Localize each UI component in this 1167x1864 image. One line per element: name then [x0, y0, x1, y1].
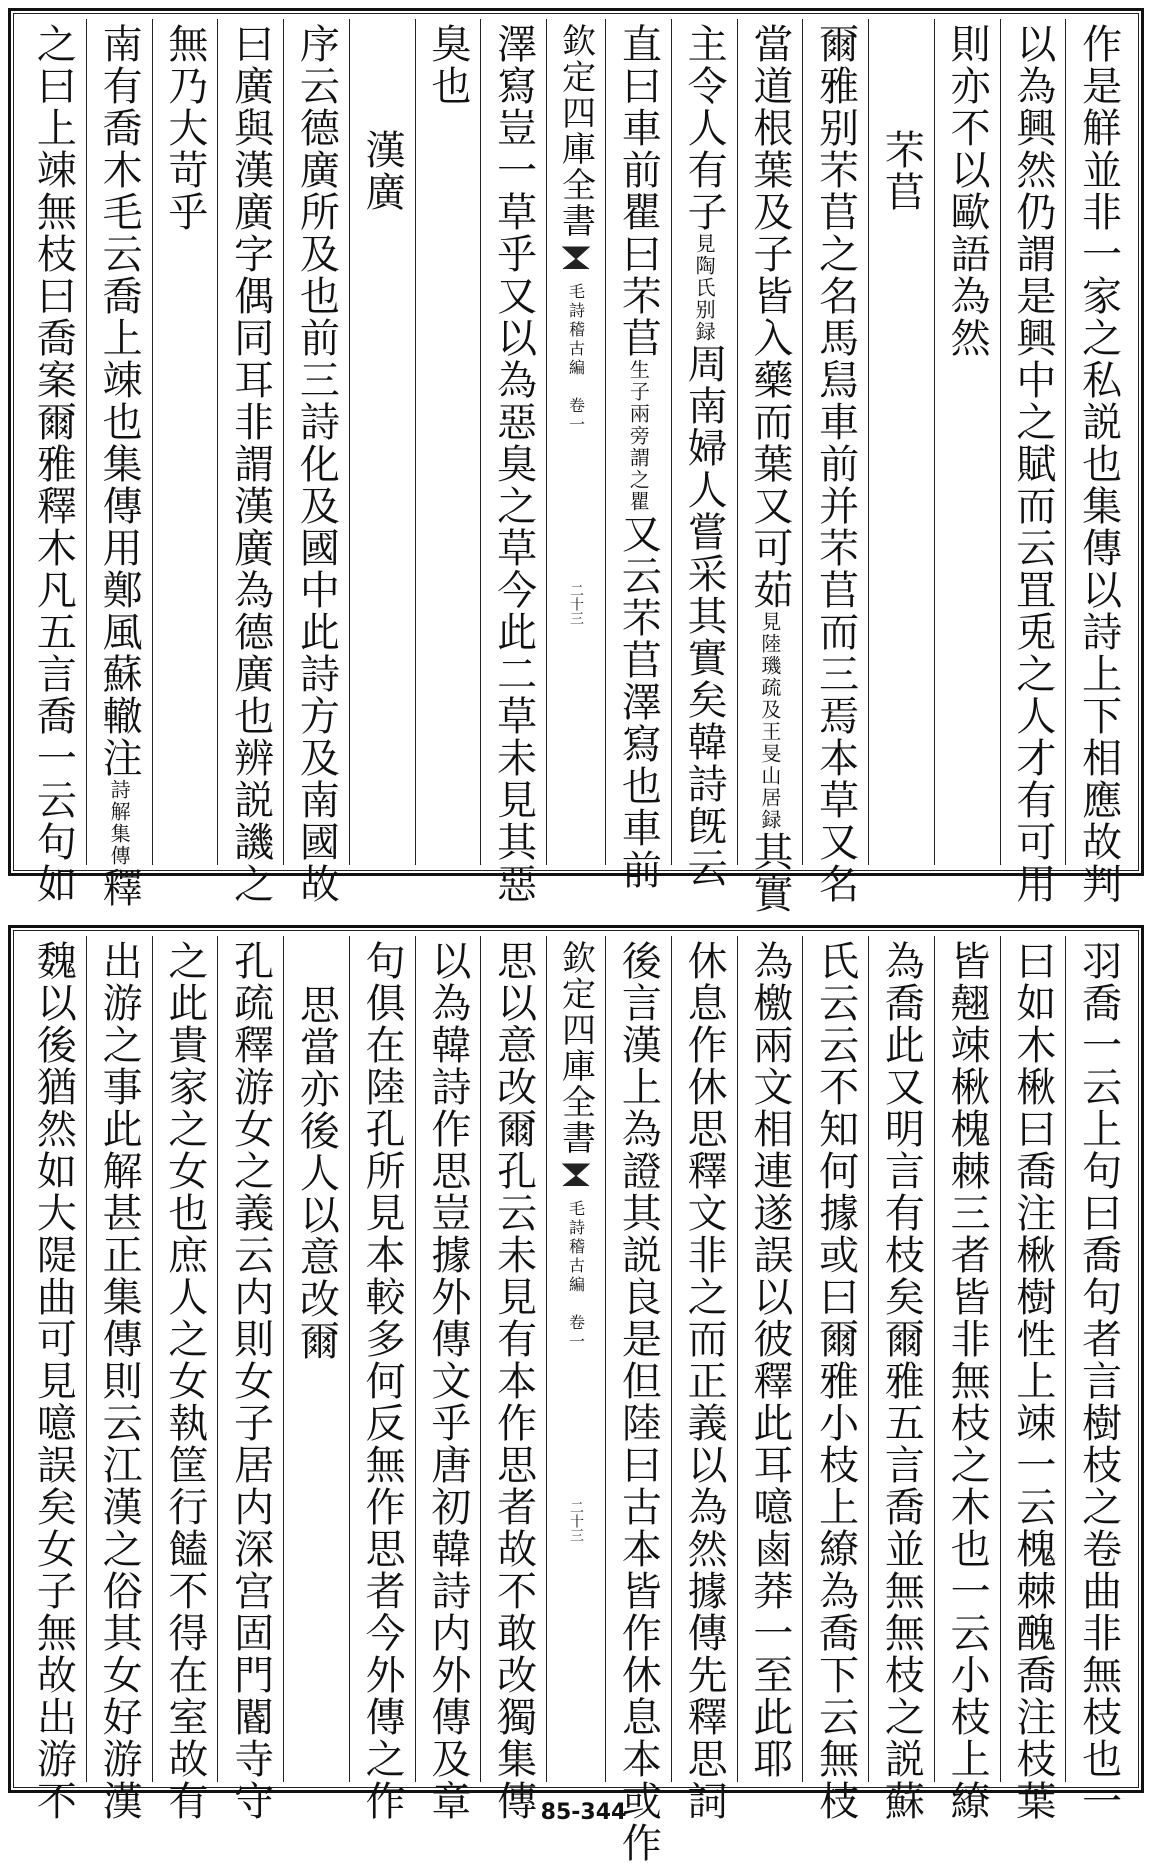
bottom-right-column-3: [934, 936, 1000, 1822]
column-text: 臭也: [424, 23, 471, 107]
column-text-continued: 其實: [746, 831, 793, 915]
column-text: 思以意改爾孔云未見有本作思者故不敢改獨集傳: [490, 940, 537, 1822]
column-text: 皆翹竦楸槐棘三者皆非無枝之木也一云小枝上繚: [944, 940, 991, 1822]
column-text: 漢廣: [359, 129, 406, 213]
column-text: 以為韓詩作思豈據外傳文乎唐初韓詩内外傳及章: [424, 940, 471, 1822]
top-left-column-1: [480, 19, 546, 905]
column-text: 直曰車前瞿曰芣苢: [615, 23, 662, 359]
column-text: 作是觧並非一家之私説也集傳以詩上下相應故判: [1075, 23, 1122, 905]
text-column: [1075, 936, 1122, 1822]
bottom-left-column-2: [415, 936, 481, 1822]
text-column: [96, 936, 143, 1822]
text-column: [681, 936, 728, 1822]
bottom-right-column-4: [868, 936, 934, 1822]
top-left-column-6: [152, 19, 218, 865]
column-text: 曰廣與漢廣字偶同耳非謂漢廣為德廣也辨説譏之: [227, 23, 274, 905]
column-text: 思當亦後人以意改爾: [293, 984, 340, 1362]
fish-tail-ornament-icon: [561, 1162, 591, 1188]
text-column: [681, 19, 728, 889]
text-column: [944, 19, 991, 359]
column-text: 休息作休思釋文非之而正義以為然據傳先釋思詞: [681, 940, 728, 1822]
bottom-right-column-2: [1000, 936, 1066, 1822]
text-column: [1075, 19, 1122, 905]
text-column: [424, 936, 471, 1822]
column-text: 魏以後猶然如大隄曲可見噫誤矣女子無故出游不: [30, 940, 77, 1822]
column-text: 後言漢上為證其説良是但陸曰古本皆作休息本或作: [615, 940, 662, 1864]
top-left-column-3: [349, 19, 415, 865]
column-text: 曰如木楸曰喬注楸樹性上竦一云槐棘醜喬注枝葉: [1009, 940, 1056, 1822]
text-column: [490, 936, 537, 1822]
top-right-column-2: [1000, 19, 1066, 905]
top-columns: [21, 19, 1131, 915]
top-left-column-4: [283, 19, 349, 905]
text-column: [746, 936, 793, 1780]
top-left-column-5: [217, 19, 283, 905]
column-text: 澤寫豈一草乎又以為惡臭之草今此二草未見其惡: [490, 23, 537, 905]
text-column: [30, 19, 77, 905]
bottom-right-column-8: [605, 936, 671, 1864]
column-text: 當道根葉及子皆入藥而葉又可茹: [746, 23, 793, 611]
annotation-note: 生子兩旁謂之瞿: [626, 359, 651, 513]
bottom-right-column-5: [802, 936, 868, 1822]
text-column: [1009, 19, 1056, 905]
bottom-left-column-3: [349, 936, 415, 1822]
top-left-column-8: [21, 19, 86, 905]
text-column: [359, 936, 406, 1822]
text-column: [615, 19, 662, 891]
text-column: [878, 936, 925, 1822]
top-right-column-1: [1065, 19, 1131, 905]
bottom-left-column-8: [21, 936, 86, 1822]
top-right-column-8: [605, 19, 671, 891]
top-right-column-3: [934, 19, 1000, 865]
column-text: 為檄兩文相連遂誤以彼釋此耳噫鹵莽一至此耶: [746, 940, 793, 1780]
folio-number: 二十三: [568, 583, 584, 625]
top-left-column-7: [86, 19, 152, 909]
text-column: [812, 19, 859, 905]
annotation-note: 詩解集傳: [107, 779, 132, 867]
top-right-column-6: [737, 19, 803, 915]
top-left-column-2: [415, 19, 481, 865]
book-subtitle: 毛詩稽古編 卷一: [566, 283, 586, 435]
bottom-left-column-4: [283, 936, 349, 1782]
text-column: [1009, 936, 1056, 1822]
column-text: 為喬此又明言有枝矣爾雅五言喬並無無枝之説蘇: [878, 940, 925, 1822]
column-text: 以為興然仍謂是興中之賦而云罝兎之人才有可用: [1009, 23, 1056, 905]
text-column: [746, 19, 793, 915]
text-column: [161, 936, 208, 1822]
book-subtitle: 毛詩稽古編 卷一: [566, 1200, 586, 1352]
text-column: [359, 19, 406, 213]
text-column: [615, 936, 662, 1864]
folio-number: 二十三: [568, 1500, 584, 1542]
text-column: [161, 19, 208, 233]
bottom-center-column: [546, 936, 605, 1782]
text-column: [227, 19, 274, 905]
text-column: [293, 936, 340, 1362]
column-text-continued: 又云芣苢澤寫也車前: [615, 513, 662, 891]
annotation-note: 見陸璣疏及王旻山居録: [757, 611, 782, 831]
text-column: [227, 936, 274, 1822]
column-text: 羽喬一云上句曰喬句者言樹枝之卷曲非無枝也一: [1075, 940, 1122, 1822]
page-number-footer: 85-344: [540, 1800, 627, 1825]
column-text: 南有喬木毛云喬上竦也集傳用鄭風蘇轍注: [96, 23, 143, 779]
column-text: 之曰上竦無枝曰喬案爾雅釋木凡五言喬一云句如: [30, 23, 77, 905]
text-column: [490, 19, 537, 905]
text-column: [293, 19, 340, 905]
column-text: 序云德廣所及也前三詩化及國中此詩方及南國故: [293, 23, 340, 905]
bottom-right-column-6: [737, 936, 803, 1782]
column-text: 則亦不以歐語為然: [944, 23, 991, 359]
bottom-left-column-6: [152, 936, 218, 1822]
column-text: 句俱在陸孔所見本較多何反無作思者今外傳之作: [359, 940, 406, 1822]
text-column: [30, 936, 77, 1822]
book-title: 欽定四庫全書: [555, 23, 596, 239]
column-text: 孔疏釋游女之義云内則女子居内深宫固門閽寺守: [227, 940, 274, 1822]
column-text-continued: 釋: [96, 867, 143, 909]
text-column: [944, 936, 991, 1822]
column-text: 芣苢: [878, 129, 925, 213]
column-text: 爾雅别芣苢之名馬舃車前并芣苢而三焉本草又名: [812, 23, 859, 905]
annotation-note: 見陶氏别録: [692, 233, 717, 343]
bottom-left-column-5: [217, 936, 283, 1822]
text-column: [878, 19, 925, 213]
bottom-right-column-1: [1065, 936, 1131, 1822]
bottom-left-column-7: [86, 936, 152, 1822]
text-column: [424, 19, 471, 107]
top-page: [8, 8, 1144, 915]
top-center-column: [546, 19, 605, 865]
column-text: 無乃大苛乎: [161, 23, 208, 233]
column-text-continued: 周南婦人嘗采其實矣韓詩旣云: [681, 343, 728, 889]
top-right-column-7: [671, 19, 737, 889]
top-right-column-5: [802, 19, 868, 905]
book-title: 欽定四庫全書: [555, 940, 596, 1156]
bottom-right-column-7: [671, 936, 737, 1822]
column-text: 主令人有子: [681, 23, 728, 233]
bottom-left-column-1: [480, 936, 546, 1822]
column-text: 氏云云不知何據或曰爾雅小枝上繚為喬下云無枝: [812, 940, 859, 1822]
fish-tail-ornament-icon: [561, 245, 591, 271]
column-text: 之此貴家之女也庶人之女執筐行饁不得在室故有: [161, 940, 208, 1822]
top-right-column-4: [868, 19, 934, 865]
text-column: [96, 19, 143, 909]
column-text: 出游之事此解甚正集傳則云江漢之俗其女好游漢: [96, 940, 143, 1822]
text-column: [812, 936, 859, 1822]
